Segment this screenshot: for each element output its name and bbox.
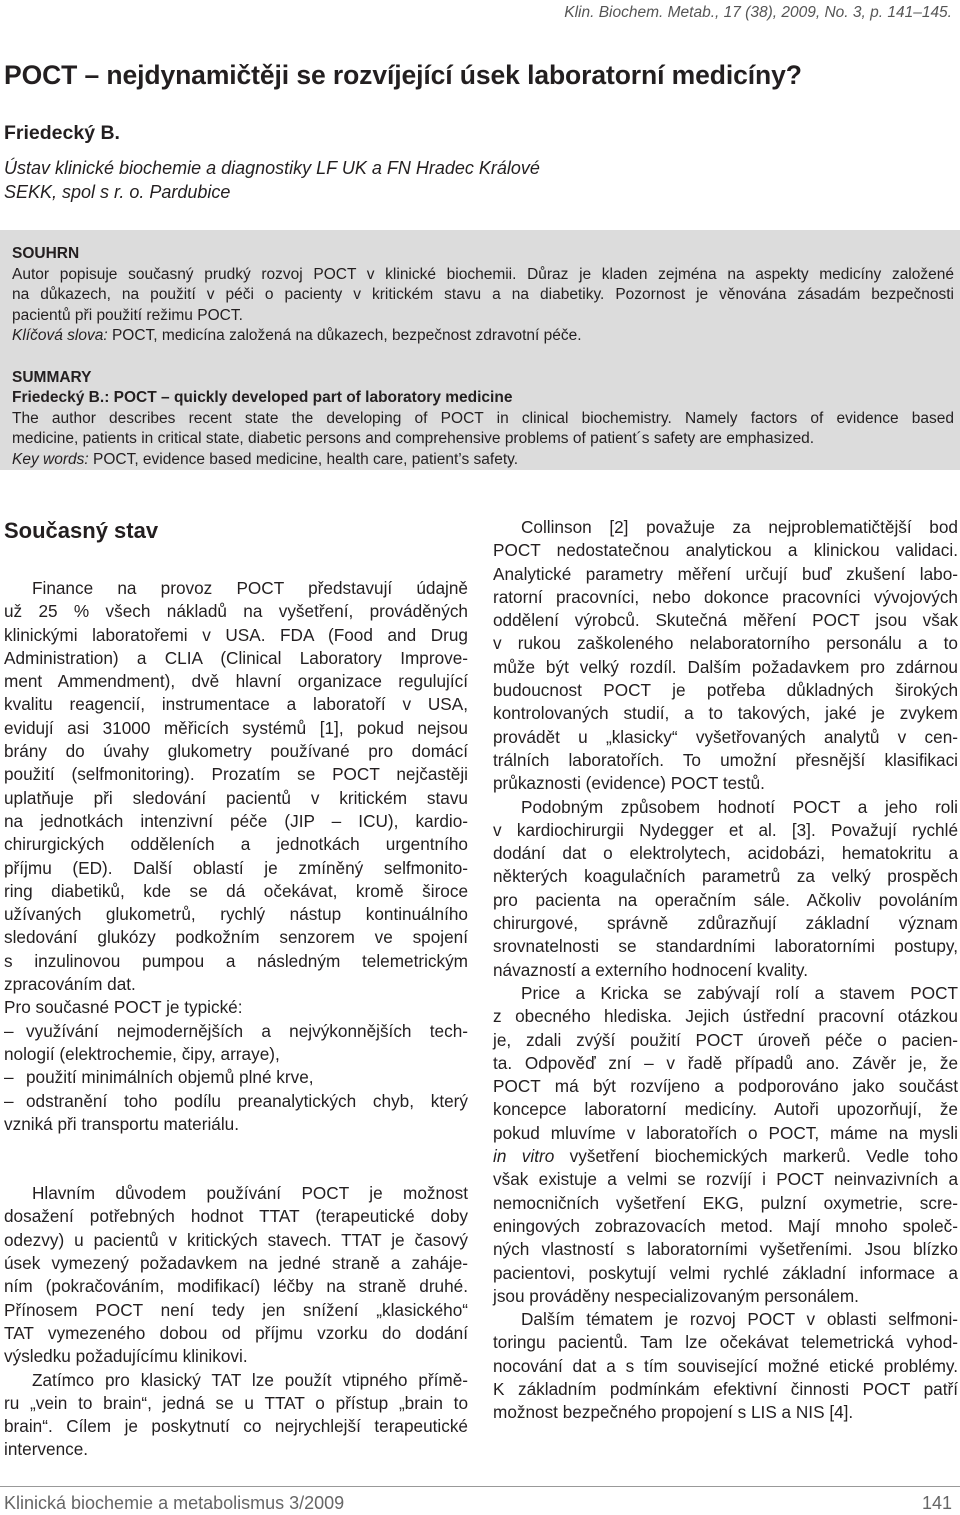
abstract-en-keywords <box>12 450 954 471</box>
paragraph-line: intervence. <box>4 1439 89 1460</box>
paragraph-text: vyšetření biochemických markerů. Vedle toho <box>554 1146 959 1167</box>
list-dash: – <box>4 1090 14 1111</box>
paragraph-line: TAT vymezeného dobou od příjmu vzorku do dodání <box>4 1322 468 1343</box>
in-vitro-term: in vitro <box>493 1146 555 1167</box>
right-column <box>493 516 958 1425</box>
paragraph-line: ných vlastností s laboratorními vyšetřeními. Jsou blízko <box>493 1239 958 1260</box>
paragraph-line: Přínosem POCT není tedy jen snížení „klasického“ <box>4 1299 468 1320</box>
section-title: Současný stav <box>4 518 159 543</box>
abstract-cz-line: na důkazech, na použití v péči o pacienty v kritickém stavu a na diabetiky. Pozornost je věnována zásadám bezpečnosti <box>12 286 954 303</box>
paragraph-line: POCT nedostatečnou analytickou a klinickou validaci. <box>493 540 958 561</box>
author-name: Friedecký B. <box>4 122 120 144</box>
paragraph-line: ním (pokračováním, modifikací) léčby na straně druhé. <box>4 1276 468 1297</box>
abstract-en-heading: SUMMARY <box>12 368 92 386</box>
affiliation-line-1: Ústav klinické biochemie a diagnostiky LF UK a FN Hradec Králové <box>4 158 540 178</box>
paragraph-line: Dalším tématem je rozvoj POCT v oblasti selfmoni- <box>521 1309 958 1330</box>
list-item <box>4 1090 468 1113</box>
paragraph-line: brány do úvahy glukometry používané pro domácí <box>4 741 468 762</box>
list-item-continuation: vzniká při transportu materiálu. <box>4 1113 239 1134</box>
list-item-text: použití minimálních objemů plné krve, <box>26 1067 314 1088</box>
paragraph-line: průkaznosti (evidence) POCT testů. <box>493 773 765 794</box>
left-column <box>4 516 468 1462</box>
paragraph-line: odezvy) u pacientů v kritických stavech. TTAT je časový <box>4 1229 468 1250</box>
paragraph-line: použití (selfmonitoring). Prozatím se POCT nejčastěji <box>4 764 468 785</box>
article-title: POCT – nejdynamičtěji se rozvíjející úsek laboratorní medicíny? <box>4 60 802 90</box>
paragraph-line: Finance na provoz POCT představují údajně <box>32 578 468 598</box>
affiliation <box>4 156 540 204</box>
paragraph-line: v rukou zaškoleného nelaboratorního personálu a to <box>493 633 958 654</box>
paragraph-line: výsledku požadujícímu klinikovi. <box>4 1346 248 1367</box>
paragraph-line: ring diabetiků, kde se dá očekávat, kromě široce <box>4 880 468 901</box>
list-item-text: využívání nejmodernějších a nejvýkonnějších tech- <box>26 1020 468 1041</box>
paragraph-line: trálních laboratořích. To umožní přesnější klasifikaci <box>493 749 958 770</box>
paragraph-line <box>493 1145 958 1168</box>
paragraph-line: pokud mluvíme v laboratořích o POCT, máme na mysli <box>493 1122 958 1143</box>
paragraph-line: POCT má být rozvíjeno a podporováno jako součást <box>493 1076 958 1097</box>
paragraph-line: eningových zobrazovacích metod. Mají mnoho společ- <box>493 1215 958 1236</box>
paragraph-line: Hlavním důvodem používání POCT je možnost <box>32 1183 468 1204</box>
paragraph-line: chirurgové, správně zdůrazňují základní význam <box>493 913 958 934</box>
paragraph-line: nocování dat a s tím související možné etické problémy. <box>493 1355 958 1376</box>
list-dash: – <box>4 1067 14 1088</box>
abstract-en-author: Friedecký B. <box>12 389 105 406</box>
paragraph-line: úsek vymezený požadavkem na jedné straně a zaháje- <box>4 1253 468 1274</box>
paragraph-line: kontrolovaných studií, a to takových, jaké je zvykem <box>493 703 958 724</box>
list-item <box>4 1066 468 1089</box>
paragraph-line: budoucnost POCT je potřeba důkladných širokých <box>493 680 958 701</box>
paragraph-line: některých koagulačních parametrů za velký prospěch <box>493 866 958 887</box>
keywords-label: Klíčová slova: <box>12 327 108 344</box>
paragraph-line: nemocničních vyšetření EKG, pulzní oxymetrie, scre- <box>493 1192 958 1213</box>
abstract-cz-line: Autor popisuje současný prudký rozvoj POCT v klinické biochemii. Důraz je kladen zejména na aspekty medicíny založené <box>12 265 954 283</box>
keywords-label: Key words: <box>12 450 89 468</box>
paragraph-line: ment Ammendment), dvě hlavní organizace regulující <box>4 671 468 692</box>
journal-reference: Klin. Biochem. Metab., 17 (38), 2009, No. 3, p. 141–145. <box>564 4 952 21</box>
abstract-cz-keywords <box>12 326 954 347</box>
page-number: 141 <box>921 1493 952 1513</box>
list-item-text: odstranění toho podílu preanalytických chyb, který <box>26 1090 468 1111</box>
keywords-text: POCT, medicína založená na důkazech, bezpečnost zdravotní péče. <box>107 327 582 344</box>
paragraph-line: toringu pacientů. Tam lze očekávat telemetrická vyhod- <box>493 1332 958 1353</box>
paragraph-line: však existuje a velmi se rozvíjí i POCT neinvazivních a <box>493 1169 958 1190</box>
paragraph-line: brain“. Cílem je poskytnutí co nejrychlejší terapeutické <box>4 1416 468 1437</box>
list-item <box>4 1020 468 1043</box>
paragraph-line: klinickými laboratořemi v USA. FDA (Food and Drug <box>4 624 468 645</box>
paragraph-line: dosažení potřebných hodnot TTAT (terapeutické doby <box>4 1206 468 1227</box>
paragraph-line: s inzulinovou pumpou a následným telemetrickým <box>4 950 468 971</box>
list-dash: – <box>4 1020 14 1041</box>
paragraph-line: Collinson [2] považuje za nejproblematičtější bod <box>521 517 958 537</box>
paragraph-line: Analytické parametry měření určují buď zkušení labo- <box>493 563 958 584</box>
paragraph-line: dodání dat o elektrolytech, acidobázi, hematokritu a <box>493 843 958 864</box>
abstract-cz-line: pacientů při použití režimu POCT. <box>12 306 243 324</box>
paragraph-line: pro pacienta na operačním sále. Ačkoliv povoláním <box>493 889 958 910</box>
paragraph-line: provádět u „klasicky“ vyšetřovaných analytů v cen- <box>493 726 958 747</box>
paragraph-line: Price a Kricka se zabývají rolí a stavem POCT <box>521 982 958 1003</box>
paragraph-line: ru „vein to brain“, jedná se u TTAT o přístup „brain to <box>4 1392 468 1413</box>
paragraph-line: v kardiochirurgii Nydegger et al. [3]. Považují rychlé <box>493 819 958 840</box>
paragraph-line: K základním podmínkám efektivní činnosti POCT patří <box>493 1378 958 1399</box>
paragraph-line: jsou prováděny nespecializovaným personálem. <box>493 1285 859 1306</box>
footer-divider <box>0 1486 960 1487</box>
paragraph-line: návazností a externího hodnocení kvality. <box>493 959 808 980</box>
paragraph-line: evidují asi 31000 měřicích systémů [1], pokud nejsou <box>4 717 468 738</box>
paragraph-line: ta. Odpověď zní – v řadě případů ano. Závěr je, že <box>493 1052 958 1073</box>
abstract-en-line: medicine, patients in critical state, diabetic persons and comprehensive problems of patient´s safety are emphasized. <box>12 430 815 447</box>
paragraph-line: uplatňuje při sledování pacientů v kritickém stavu <box>4 787 468 808</box>
paragraph-line: na jednotkách intenzivní péče (JIP – ICU), kardio- <box>4 810 468 831</box>
paragraph-line: příjmu (ED). Další oblastí je zmíněný selfmonito- <box>4 857 468 878</box>
keywords-text: POCT, evidence based medicine, health care, patient’s safety. <box>88 450 519 468</box>
paragraph-line: může být velký rozdíl. Dalším požadavkem pro zdárnou <box>493 656 958 677</box>
paragraph-line: ratorní pracovníci, nebo dokonce pracovníci vývojových <box>493 586 958 607</box>
list-intro: Pro současné POCT je typické: <box>4 997 243 1018</box>
paragraph-line: už 25 % všech nákladů na vyšetření, prováděných <box>4 601 468 622</box>
abstract-cz-heading: SOUHRN <box>12 245 80 262</box>
paragraph-line: Podobným způsobem hodnotí POCT a jeho roli <box>521 796 958 817</box>
paragraph-line: zpracováním dat. <box>4 974 136 995</box>
paragraph-line: možnost bezpečného propojení s LIS a NIS [4]. <box>493 1402 854 1423</box>
paragraph-line: chirurgických odděleních a jednotkách urgentního <box>4 834 468 855</box>
paragraph-line: koncepce laboratorní medicíny. Autoři upozorňují, že <box>493 1099 958 1120</box>
paragraph-line: Administration) a CLIA (Clinical Laboratory Improve- <box>4 647 468 668</box>
paragraph-line: kvalitu reagencií, instrumentace a laboratoří v USA, <box>4 694 468 715</box>
footer-journal: Klinická biochemie a metabolismus 3/2009 <box>4 1493 345 1513</box>
paragraph-line: je, zdali zvýší použití POCT úroveň péče o pacien- <box>493 1029 958 1050</box>
list-item-continuation: nologií (elektrochemie, čipy, arraye), <box>4 1043 280 1064</box>
affiliation-line-2: SEKK, spol s r. o. Pardubice <box>4 182 231 202</box>
abstract-en-line: The author describes recent state the developing of POCT in clinical biochemistry. Namely factors of evidence based <box>12 409 954 427</box>
abstract <box>12 244 954 470</box>
paragraph-line: z obecného hlediska. Jejich ústřední pracovní otázkou <box>493 1006 958 1027</box>
paragraph-line: užívaných glukometrů, rychlý nástup kontinuálního <box>4 904 468 925</box>
paragraph-line: pacientovi, poskytují velmi rychlé základní informace a <box>493 1262 958 1283</box>
abstract-en-title <box>12 388 954 409</box>
paragraph-line: oddělení výrobců. Skutečná měření POCT jsou však <box>493 610 958 631</box>
paragraph-line: sledování glukózy podkožním senzorem ve spojení <box>4 927 468 948</box>
paragraph-line: srovnatelnosti se standardními laboratorními postupy, <box>493 936 958 957</box>
abstract-en-title-text: : POCT – quickly developed part of laboratory medicine <box>104 389 513 406</box>
paragraph-line: Zatímco pro klasický TAT lze použít vtipného přímě- <box>32 1369 468 1390</box>
